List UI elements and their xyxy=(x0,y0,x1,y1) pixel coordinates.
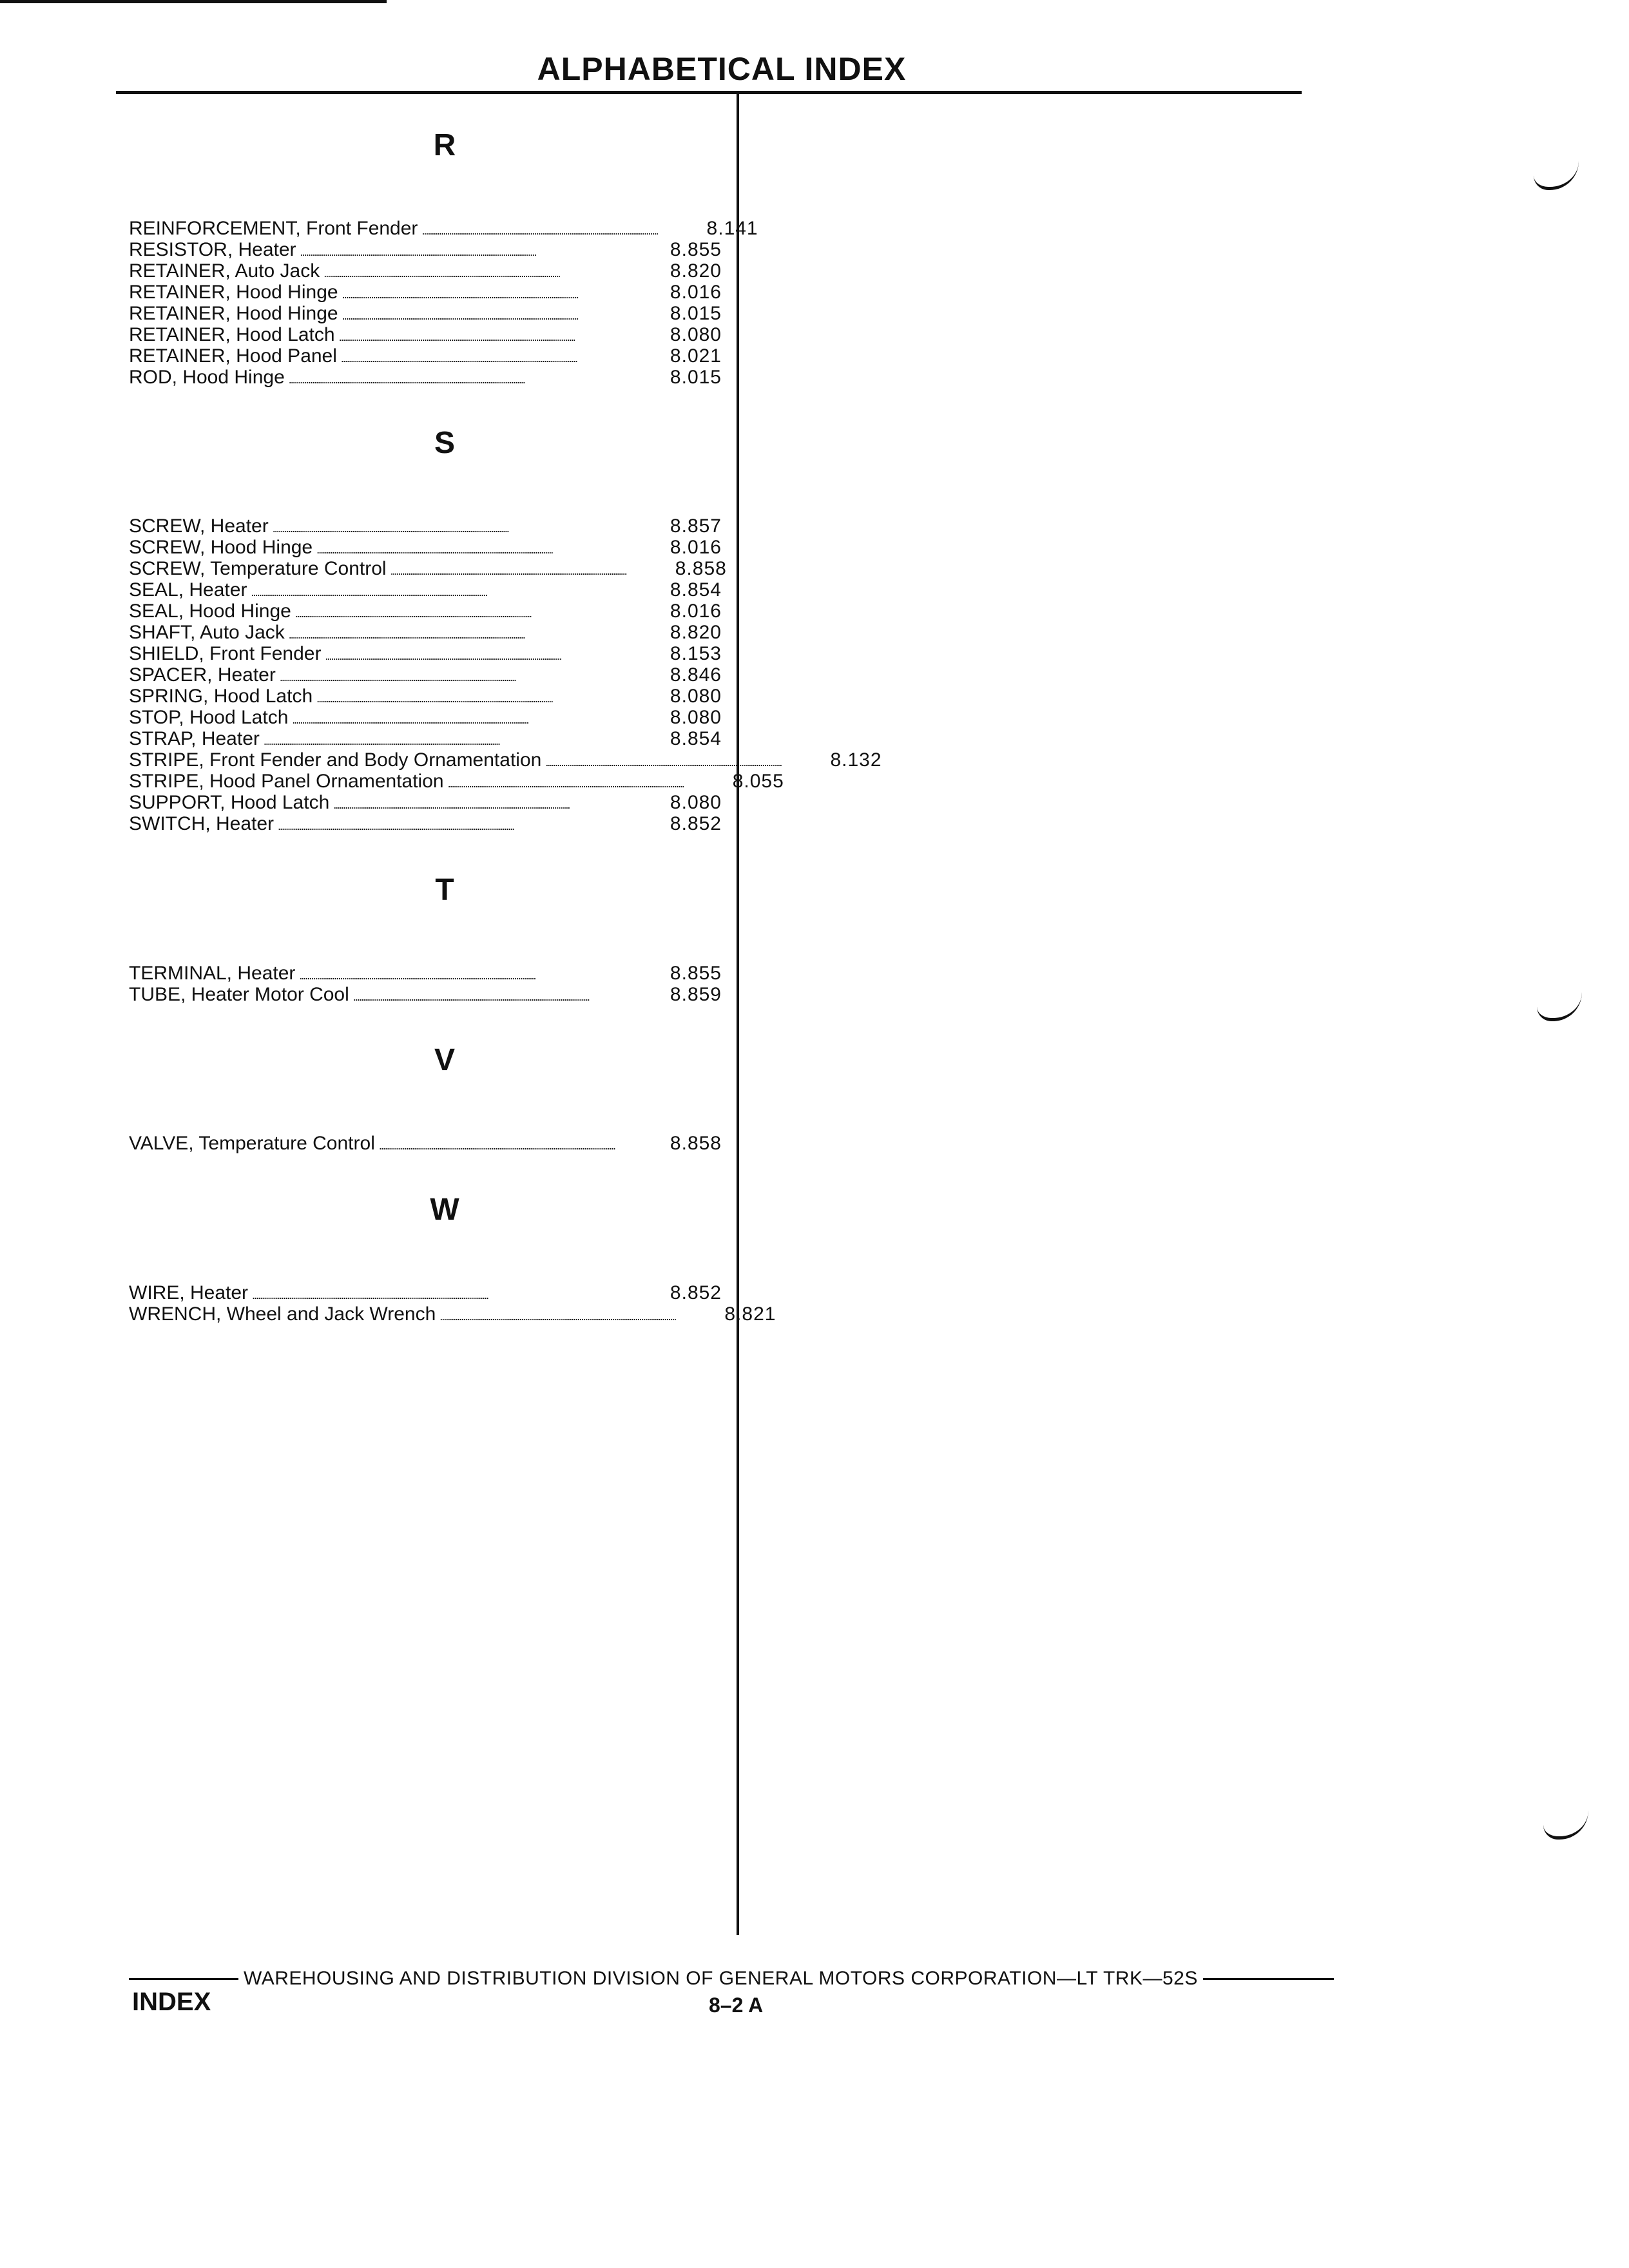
section-letter: S xyxy=(434,426,455,460)
dot-leader: .......................................................................................................................... xyxy=(316,692,553,705)
entry-name: SUPPORT, Hood Latch xyxy=(129,792,330,813)
entry-name: RETAINER, Hood Hinge xyxy=(129,282,338,303)
entry-name: SEAL, Hood Hinge xyxy=(129,601,291,622)
index-entry xyxy=(129,707,722,728)
entry-name: SPACER, Heater xyxy=(129,664,276,686)
entry-page: 8.016 xyxy=(670,601,722,622)
entry-name: SHAFT, Auto Jack xyxy=(129,622,285,643)
dot-leader: .......................................................................................................................... xyxy=(421,224,658,237)
entry-page: 8.080 xyxy=(670,707,722,728)
footer-label: INDEX xyxy=(132,1988,211,2016)
entry-page: 8.016 xyxy=(670,537,722,558)
index-entry xyxy=(129,728,722,749)
index-entry xyxy=(129,579,722,601)
dot-leader: .......................................................................................................................... xyxy=(292,713,528,726)
index-entry xyxy=(129,218,758,239)
entry-page: 8.016 xyxy=(670,282,722,303)
dot-leader: .......................................................................................................................... xyxy=(325,649,561,662)
binder-hole-mark xyxy=(1534,161,1579,190)
entry-name: RETAINER, Hood Hinge xyxy=(129,303,338,324)
index-entry xyxy=(129,686,722,707)
entry-name: REINFORCEMENT, Front Fender xyxy=(129,218,418,239)
index-entry xyxy=(129,345,722,367)
title-rule xyxy=(116,91,1302,94)
dot-leader: .......................................................................................................................... xyxy=(278,820,514,832)
dot-leader: .......................................................................................................................... xyxy=(342,309,578,322)
index-entry xyxy=(129,367,722,388)
entry-name: SEAL, Heater xyxy=(129,579,247,601)
entry-page: 8.857 xyxy=(670,515,722,537)
top-rule xyxy=(0,0,387,3)
dot-leader: .......................................................................................................................... xyxy=(316,543,553,556)
index-entry xyxy=(129,1133,722,1154)
index-entry xyxy=(129,984,722,1005)
section-t xyxy=(129,867,722,1005)
entry-name: STRIPE, Front Fender and Body Ornamentation xyxy=(129,749,542,771)
index-entry xyxy=(129,1282,722,1303)
entry-page: 8.846 xyxy=(670,664,722,686)
binder-hole-mark xyxy=(1543,1811,1588,1840)
entry-name: RESISTOR, Heater xyxy=(129,239,296,260)
entry-name: SPRING, Hood Latch xyxy=(129,686,313,707)
section-s xyxy=(129,420,882,834)
section-letter: T xyxy=(435,873,454,907)
dot-leader: .......................................................................................................................... xyxy=(338,331,575,343)
footer-line xyxy=(129,1968,1334,1990)
index-entry xyxy=(129,622,722,643)
index-entry xyxy=(129,537,722,558)
entry-name: TERMINAL, Heater xyxy=(129,963,296,984)
dot-leader: .......................................................................................................................... xyxy=(545,756,782,769)
entry-name: STRAP, Heater xyxy=(129,728,260,749)
entry-name: WIRE, Heater xyxy=(129,1282,249,1303)
dot-leader: .......................................................................................................................... xyxy=(252,1289,488,1302)
entry-page: 8.015 xyxy=(670,303,722,324)
index-entry xyxy=(129,771,784,792)
entry-name: SCREW, Heater xyxy=(129,515,269,537)
index-entry xyxy=(129,515,722,537)
dot-leader: .......................................................................................................................... xyxy=(300,245,536,258)
footer-text: WAREHOUSING AND DISTRIBUTION DIVISION OF GENERAL MOTORS CORPORATION—LT TRK—52S xyxy=(244,1968,1198,1989)
dot-leader: .......................................................................................................................... xyxy=(299,969,535,982)
entry-page: 8.132 xyxy=(830,749,882,771)
dot-leader: .......................................................................................................................... xyxy=(342,288,578,301)
entry-page: 8.080 xyxy=(670,792,722,813)
dot-leader: .......................................................................................................................... xyxy=(447,777,684,790)
entry-page: 8.859 xyxy=(670,984,722,1005)
entry-page: 8.852 xyxy=(670,813,722,834)
index-entry xyxy=(129,324,722,345)
dot-leader: .......................................................................................................................... xyxy=(279,671,516,684)
entry-name: WRENCH, Wheel and Jack Wrench xyxy=(129,1303,436,1325)
entry-list xyxy=(129,1282,776,1325)
entry-list xyxy=(129,218,758,388)
index-entry xyxy=(129,963,722,984)
index-entry xyxy=(129,282,722,303)
entry-name: ROD, Hood Hinge xyxy=(129,367,285,388)
dot-leader: .......................................................................................................................... xyxy=(323,267,560,280)
dot-leader: .......................................................................................................................... xyxy=(288,373,525,386)
index-entry xyxy=(129,813,722,834)
dot-leader: .......................................................................................................................... xyxy=(340,352,577,365)
dot-leader: .......................................................................................................................... xyxy=(288,628,525,641)
dot-leader: .......................................................................................................................... xyxy=(272,522,508,535)
entry-page: 8.080 xyxy=(670,686,722,707)
dot-leader: .......................................................................................................................... xyxy=(439,1310,676,1323)
entry-page: 8.821 xyxy=(724,1303,776,1325)
index-entry xyxy=(129,239,722,260)
page-title: ALPHABETICAL INDEX xyxy=(537,51,907,87)
section-v xyxy=(129,1037,722,1154)
index-entry xyxy=(129,1303,776,1325)
dot-leader: .......................................................................................................................... xyxy=(390,564,626,577)
section-letter: V xyxy=(434,1043,455,1077)
entry-name: STRIPE, Hood Panel Ornamentation xyxy=(129,771,444,792)
entry-page: 8.055 xyxy=(732,771,784,792)
entry-name: SCREW, Hood Hinge xyxy=(129,537,313,558)
index-entry xyxy=(129,303,722,324)
dot-leader: .......................................................................................................................... xyxy=(352,990,589,1003)
entry-page: 8.858 xyxy=(670,1133,722,1154)
entry-page: 8.820 xyxy=(670,622,722,643)
index-entry xyxy=(129,601,722,622)
section-letter: W xyxy=(430,1193,459,1227)
index-entry xyxy=(129,558,727,579)
entry-name: RETAINER, Hood Latch xyxy=(129,324,335,345)
entry-name: TUBE, Heater Motor Cool xyxy=(129,984,349,1005)
entry-page: 8.852 xyxy=(670,1282,722,1303)
entry-page: 8.153 xyxy=(670,643,722,664)
entry-page: 8.021 xyxy=(670,345,722,367)
entry-page: 8.820 xyxy=(670,260,722,282)
index-entry xyxy=(129,260,722,282)
entry-page: 8.080 xyxy=(670,324,722,345)
entry-page: 8.855 xyxy=(670,239,722,260)
entry-list xyxy=(129,963,722,1005)
dot-leader: .......................................................................................................................... xyxy=(251,586,487,599)
section-letter: R xyxy=(433,128,456,162)
entry-page: 8.855 xyxy=(670,963,722,984)
dot-leader: .......................................................................................................................... xyxy=(378,1139,615,1152)
dot-leader: .......................................................................................................................... xyxy=(333,798,570,811)
binder-hole-mark xyxy=(1537,992,1582,1021)
index-entry xyxy=(129,643,722,664)
entry-name: VALVE, Temperature Control xyxy=(129,1133,375,1154)
index-entry xyxy=(129,749,882,771)
entry-page: 8.015 xyxy=(670,367,722,388)
footer-dash-left xyxy=(129,1978,238,1980)
entry-page: 8.141 xyxy=(706,218,758,239)
entry-name: RETAINER, Auto Jack xyxy=(129,260,320,282)
entry-page: 8.854 xyxy=(670,579,722,601)
entry-name: SWITCH, Heater xyxy=(129,813,275,834)
page-number: 8–2 A xyxy=(709,1994,764,2017)
footer-dash-right xyxy=(1203,1978,1334,1980)
entry-list xyxy=(129,1133,722,1154)
column-divider xyxy=(737,92,739,1935)
entry-list xyxy=(129,515,882,834)
entry-page: 8.854 xyxy=(670,728,722,749)
index-entry xyxy=(129,664,722,686)
section-r xyxy=(129,122,758,388)
section-w xyxy=(129,1187,776,1325)
entry-name: STOP, Hood Latch xyxy=(129,707,289,728)
entry-name: SHIELD, Front Fender xyxy=(129,643,322,664)
dot-leader: .......................................................................................................................... xyxy=(263,735,499,747)
entry-name: RETAINER, Hood Panel xyxy=(129,345,337,367)
dot-leader: .......................................................................................................................... xyxy=(294,607,531,620)
entry-page: 8.858 xyxy=(675,558,727,579)
entry-name: SCREW, Temperature Control xyxy=(129,558,387,579)
index-entry xyxy=(129,792,722,813)
